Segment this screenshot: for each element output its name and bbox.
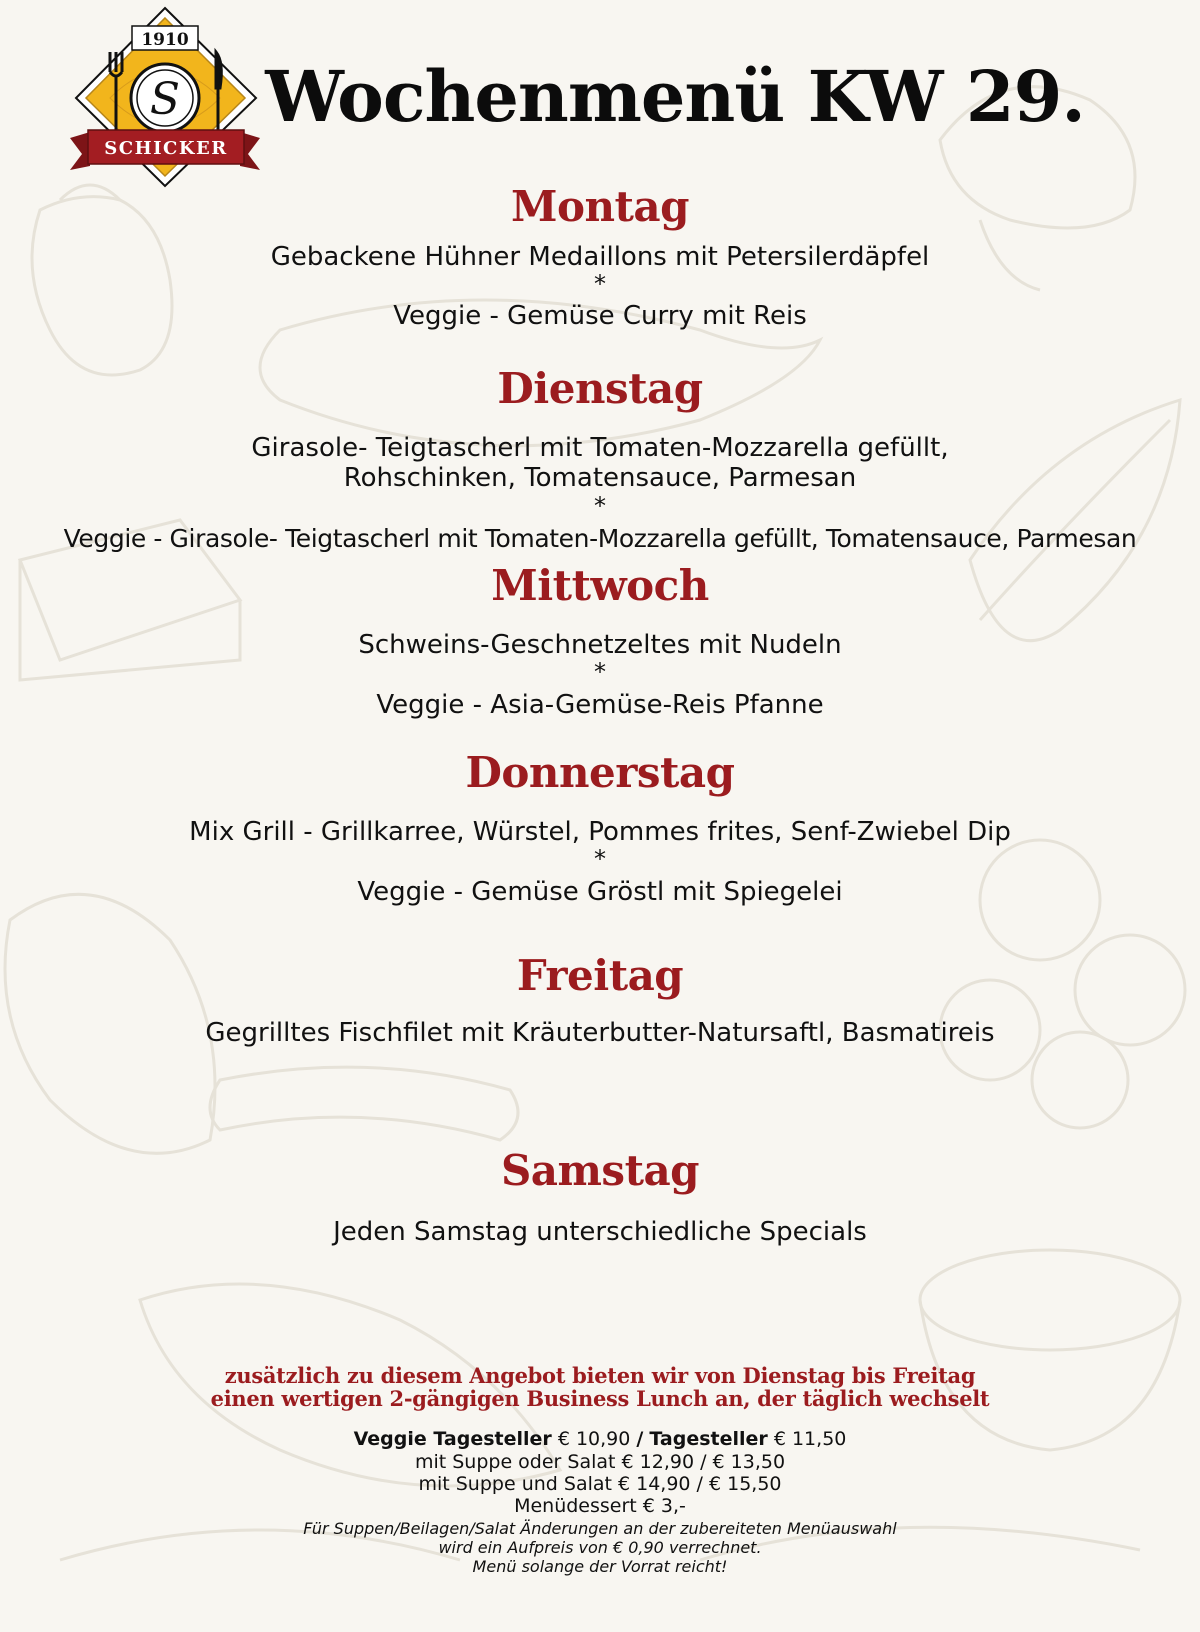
dish-montag-2: Veggie - Gemüse Curry mit Reis (393, 301, 807, 331)
price-line-tagesteller (0, 1428, 1200, 1450)
footnote-line2: wird ein Aufpreis von € 0,90 verrechnet. (438, 1538, 762, 1557)
price-slash: / (636, 1428, 644, 1450)
day-heading-freitag: Freitag (516, 951, 684, 1000)
dish-freitag-1: Gegrilltes Fischfilet mit Kräuterbutter-Natursaftl, Basmatireis (205, 1018, 995, 1048)
separator-star: * (594, 492, 606, 520)
veggie-tagesteller-price: € 10,90 (557, 1428, 631, 1450)
dish-mittwoch-1: Schweins-Geschnetzeltes mit Nudeln (358, 630, 842, 660)
dish-dienstag-1-line1: Girasole- Teigtascherl mit Tomaten-Mozzarella gefüllt, (251, 433, 949, 463)
logo-year: 1910 (141, 30, 189, 50)
separator-star: * (594, 845, 606, 873)
day-heading-montag: Montag (510, 182, 690, 231)
footnote-line3: Menü solange der Vorrat reicht! (472, 1557, 728, 1576)
page-title: Wochenmenü KW 29. (265, 55, 1085, 138)
dish-dienstag-2: Veggie - Girasole- Teigtascherl mit Tomaten-Mozzarella gefüllt, Tomatensauce, Parmesan (63, 524, 1137, 553)
separator-star: * (594, 270, 606, 298)
dish-donnerstag-2: Veggie - Gemüse Gröstl mit Spiegelei (357, 877, 843, 907)
dish-donnerstag-1: Mix Grill - Grillkarree, Würstel, Pommes frites, Senf-Zwiebel Dip (189, 817, 1011, 847)
business-lunch-note-line1: zusätzlich zu diesem Angebot bieten wir von Dienstag bis Freitag (224, 1363, 976, 1388)
veggie-tagesteller-label: Veggie Tagesteller (353, 1428, 552, 1450)
logo-monogram-s: S (149, 74, 181, 125)
dish-mittwoch-2: Veggie - Asia-Gemüse-Reis Pfanne (376, 690, 824, 720)
price-line-dessert: Menüdessert € 3,- (514, 1495, 686, 1517)
day-heading-samstag: Samstag (500, 1146, 700, 1195)
tagesteller-price: € 11,50 (773, 1428, 847, 1450)
separator-star: * (594, 658, 606, 686)
logo-name: SCHICKER (104, 138, 228, 159)
price-line-suppe-und-salat: mit Suppe und Salat € 14,90 / € 15,50 (418, 1473, 782, 1495)
business-lunch-note-line2: einen wertigen 2-gängigen Business Lunch an, der täglich wechselt (210, 1386, 990, 1411)
dish-montag-1: Gebackene Hühner Medaillons mit Petersilerdäpfel (270, 242, 930, 272)
dish-samstag-1: Jeden Samstag unterschiedliche Specials (333, 1217, 867, 1247)
price-line-suppe-oder-salat: mit Suppe oder Salat € 12,90 / € 13,50 (414, 1451, 786, 1473)
footnote-line1: Für Suppen/Beilagen/Salat Änderungen an der zubereiteten Menüauswahl (303, 1519, 897, 1538)
tagesteller-label: Tagesteller (649, 1428, 768, 1450)
day-heading-dienstag: Dienstag (497, 364, 703, 413)
day-heading-donnerstag: Donnerstag (465, 748, 735, 797)
dish-dienstag-1-line2: Rohschinken, Tomatensauce, Parmesan (343, 463, 857, 493)
day-heading-mittwoch: Mittwoch (491, 561, 709, 610)
